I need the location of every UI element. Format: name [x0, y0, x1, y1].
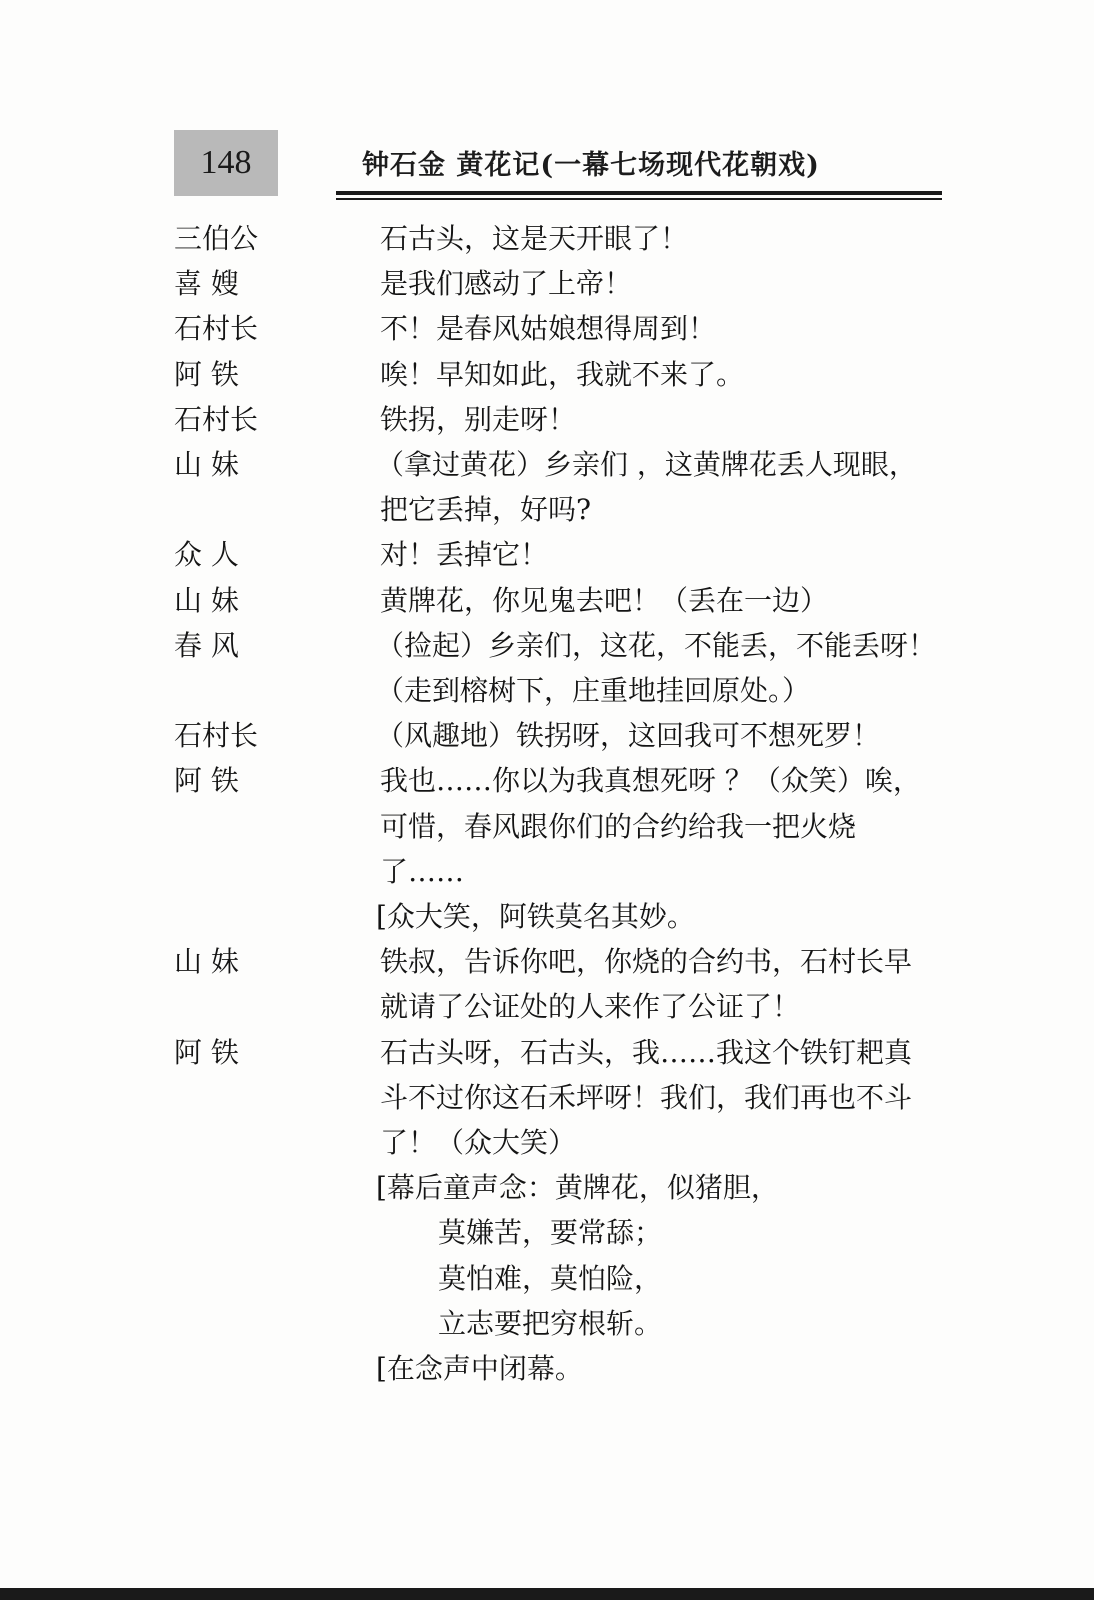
- dialogue-line: （拿过黄花）乡亲们 ，这黄牌花丢人现眼，: [376, 448, 917, 481]
- running-title: 钟石金 黄花记(一幕七场现代花朝戏): [362, 150, 820, 181]
- speaker-name: 石村长: [174, 312, 259, 346]
- speaker-name: 石村长: [174, 402, 259, 436]
- dialogue-line: 就请了公证处的人来作了公证了！: [380, 990, 801, 1024]
- stage-direction: [幕后童声念：黄牌花，似猪胆，: [376, 1171, 779, 1205]
- speaker-name: 喜 嫂: [174, 267, 239, 301]
- stage-direction: 莫嫌苦，要常舔；: [438, 1216, 663, 1250]
- speaker-name: 山 妹: [174, 583, 239, 617]
- dialogue-line: （风趣地）铁拐呀，这回我可不想死罗！: [376, 719, 881, 753]
- dialogue-line: 我也……你以为我真想死呀 ？（众笑）唉，: [380, 764, 921, 798]
- header-rule-thick: [336, 191, 942, 195]
- dialogue-line: 石古头呀，石古头，我……我这个铁钉耙真: [380, 1035, 913, 1069]
- dialogue-line: 不！是春风姑娘想得周到！: [380, 312, 717, 346]
- dialogue-line: 可惜，春风跟你们的合约给我一把火烧: [380, 809, 857, 843]
- dialogue-line: 铁拐，别走呀！: [380, 402, 577, 436]
- page-number-box: [174, 130, 278, 196]
- speaker-name: 阿 铁: [174, 1035, 239, 1069]
- speaker-name: 三伯公: [174, 222, 259, 255]
- speaker-name: 春 风: [174, 628, 239, 662]
- header-rule-thin: [336, 198, 942, 200]
- dialogue-line: 对！丢掉它！: [380, 538, 549, 572]
- dialogue-line: 唉！早知如此，我就不来了。: [380, 357, 745, 391]
- stage-direction: [在念声中闭幕。: [376, 1352, 583, 1385]
- dialogue-line: 把它丢掉，好吗?: [380, 493, 592, 527]
- speaker-name: 阿 铁: [174, 357, 239, 391]
- dialogue-line: 了！（众大笑）: [380, 1126, 577, 1159]
- speaker-name: 山 妹: [174, 945, 239, 979]
- speaker-name: 山 妹: [174, 448, 239, 481]
- dialogue-line: 铁叔，告诉你吧，你烧的合约书，石村长早: [380, 945, 913, 979]
- page-bottom-edge: [0, 1588, 1094, 1600]
- dialogue-line: 石古头，这是天开眼了！: [380, 222, 689, 255]
- dialogue-line: 斗不过你这石禾坪呀！我们，我们再也不斗: [380, 1080, 913, 1114]
- dialogue-line: 是我们感动了上帝！: [380, 267, 633, 301]
- speaker-name: 众 人: [174, 538, 239, 572]
- speaker-name: 石村长: [174, 719, 259, 753]
- stage-direction: [众大笑，阿铁莫名其妙。: [376, 900, 695, 933]
- stage-direction: 莫怕难，莫怕险，: [438, 1261, 663, 1295]
- dialogue-line: （走到榕树下，庄重地挂回原处。）: [376, 674, 811, 707]
- dialogue-line: 了……: [380, 854, 465, 888]
- dialogue-line: 黄牌花，你见鬼去吧！（丢在一边）: [380, 583, 829, 617]
- speaker-name: 阿 铁: [174, 764, 239, 798]
- stage-direction: 立志要把穷根斩。: [438, 1306, 663, 1340]
- dialogue-line: （捡起）乡亲们，这花，不能丢，不能丢呀！: [376, 628, 937, 662]
- page-number: 148: [200, 144, 252, 181]
